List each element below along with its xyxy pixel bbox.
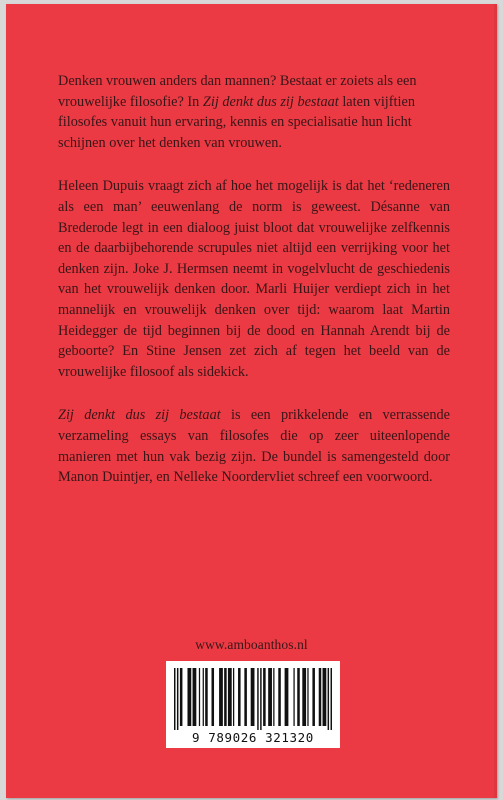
barcode-bar	[257, 668, 258, 730]
barcode-bar	[297, 668, 300, 726]
barcode-bar	[212, 668, 215, 726]
publisher-website: www.amboanthos.nl	[195, 637, 308, 652]
barcode-bar	[278, 668, 281, 726]
barcode-bar	[251, 668, 255, 726]
barcode-bar	[293, 668, 294, 726]
p2-seg-0: Heleen Dupuis vraagt zich af hoe het mogelijk is dat het ‘redeneren als een man’ eeuwenlang de norm is geweest. Désanne van Brederode legt in een dialoog juist bloot dat vrouwelijke zelfkennis en de daarbijbehorende scrupules niet altijd een verrijking voor het denken zijn. Joke J. Hermsen neemt in vogelvlucht de geschiedenis van het vrouwelijk denken door. Marli Huijer verdiept zich in het mannelijk en vrouwelijk denken over tijd: waarom laat Martin Heidegger de tijd beginnen bij de dood en Hannah Arendt bij de geboorte? En Stine Jensen zet zich af tegen het beeld van de vrouwelijke filosoof als sidekick.	[58, 178, 450, 380]
barcode-bar	[244, 668, 247, 726]
barcode-bar	[285, 668, 289, 726]
p1-seg-0: Denken vrouwen anders dan mannen? Bestaat er zoiets als een vrouwelijke filosofie? In	[58, 73, 417, 110]
barcode-bar	[174, 668, 175, 730]
barcode-bar	[177, 668, 178, 730]
isbn-number: 9 789026 321320	[192, 730, 314, 745]
isbn-barcode	[166, 661, 340, 748]
barcode-bar	[180, 668, 183, 726]
barcode-bar	[233, 668, 234, 726]
barcode-bar	[273, 668, 274, 726]
blurb-text	[58, 71, 450, 488]
p1-seg-1-title: Zij denkt dus zij bestaat	[202, 93, 339, 110]
barcode-bar	[319, 668, 322, 726]
barcode-bar	[331, 668, 332, 730]
barcode-bar	[224, 668, 227, 726]
barcode-bar	[187, 668, 191, 726]
barcode-bar	[307, 668, 308, 726]
barcode-bar	[312, 668, 315, 726]
barcode-bar	[205, 668, 208, 726]
barcode-bar	[228, 668, 232, 726]
blurb-paragraph-3	[58, 405, 450, 487]
barcode-bar	[263, 668, 266, 726]
blurb-paragraph-2	[58, 176, 450, 382]
barcode-bar	[219, 668, 223, 726]
book-back-cover	[6, 4, 497, 798]
p1-seg-2: laten vijftien filosofes vanuit hun ervaring, kennis en specialisatie hun licht schijnen over het denken van vrouwen.	[58, 93, 415, 151]
barcode-bar	[328, 668, 329, 730]
barcode-bar	[260, 668, 261, 730]
barcode-bars	[174, 668, 332, 730]
barcode-bar	[268, 668, 272, 726]
barcode-bar	[302, 668, 306, 726]
barcode-bar	[323, 668, 327, 726]
barcode-bar	[238, 668, 241, 726]
barcode-bar	[193, 668, 197, 726]
barcode-bar	[199, 668, 200, 726]
blurb-paragraph-1	[58, 71, 450, 153]
p3-seg-1: is een prikkelende en verrassende verzameling essays van filosofes die op zeer uiteenlopende manieren met hun vak bezig zijn. De bundel is samengesteld door Manon Duintjer, en Nelleke Noordervliet schreef een voorwoord.	[58, 407, 450, 486]
p3-seg-0-title: Zij denkt dus zij bestaat	[58, 407, 221, 424]
barcode-bar	[203, 668, 204, 726]
